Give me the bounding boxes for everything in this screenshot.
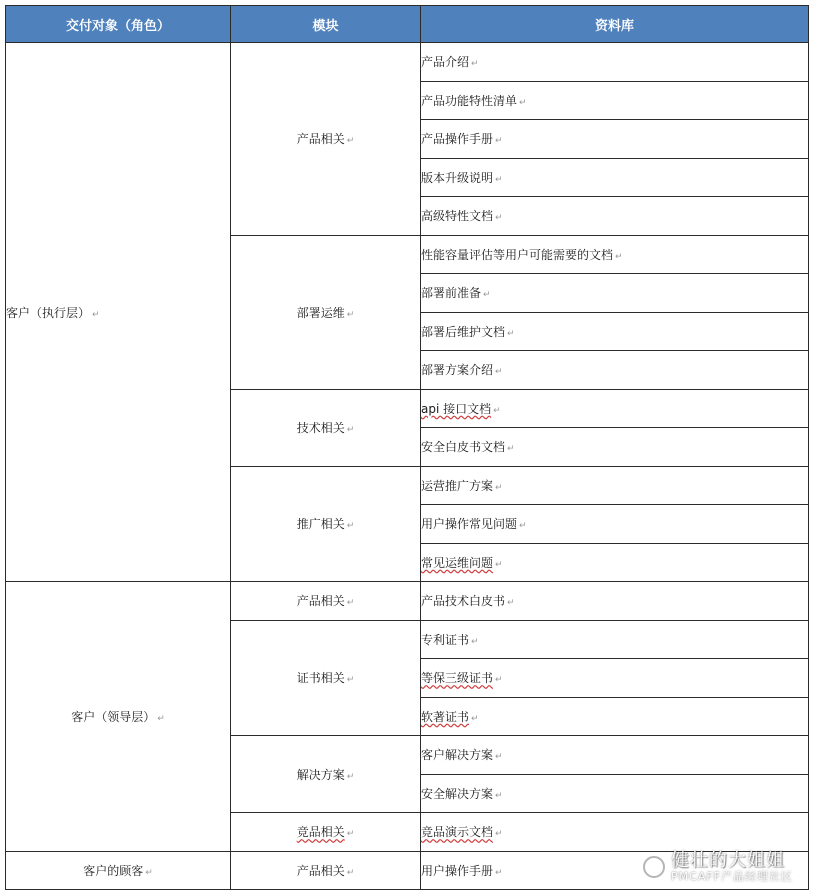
material-cell: 产品功能特性清单 ↵ bbox=[421, 81, 809, 120]
module-label: 产品相关 bbox=[296, 132, 345, 147]
material-label: 产品介绍 bbox=[421, 55, 470, 70]
material-cell: 部署后维护文档 ↵ bbox=[421, 312, 809, 351]
material-label: 部署后维护文档 bbox=[421, 324, 506, 339]
module-cell: 产品相关 ↵ bbox=[231, 851, 421, 890]
material-label: 竞品演示文档 bbox=[421, 825, 494, 840]
module-label: 推广相关 bbox=[296, 517, 345, 532]
material-label: 产品技术白皮书 bbox=[421, 594, 506, 609]
material-label: 常见运维问题 bbox=[421, 555, 494, 570]
material-cell: 常见运维问题 ↵ bbox=[421, 543, 809, 582]
material-label: 性能容量评估等用户可能需要的文档 bbox=[421, 247, 614, 262]
table-row bbox=[6, 582, 809, 621]
module-label: 解决方案 bbox=[296, 767, 345, 782]
module-cell: 产品相关 ↵ bbox=[231, 43, 421, 236]
module-cell: 部署运维 ↵ bbox=[231, 235, 421, 389]
material-cell: 客户解决方案 ↵ bbox=[421, 736, 809, 775]
role-label: 客户（执行层） bbox=[6, 305, 91, 320]
material-cell: 安全解决方案 ↵ bbox=[421, 774, 809, 813]
material-cell: 运营推广方案 ↵ bbox=[421, 466, 809, 505]
module-label: 竞品相关 bbox=[296, 825, 345, 840]
module-cell: 产品相关 ↵ bbox=[231, 582, 421, 621]
material-cell: 等保三级证书 ↵ bbox=[421, 659, 809, 698]
module-cell: 证书相关 ↵ bbox=[231, 620, 421, 736]
role-cell: 客户（执行层） ↵ bbox=[6, 43, 231, 582]
role-cell: 客户（领导层） ↵ bbox=[6, 582, 231, 852]
material-label: 运营推广方案 bbox=[421, 478, 494, 493]
table-header-row bbox=[6, 6, 809, 43]
material-label: 软著证书 bbox=[421, 709, 470, 724]
material-label: 版本升级说明 bbox=[421, 170, 494, 185]
module-label: 技术相关 bbox=[296, 421, 345, 435]
module-label: 部署运维 bbox=[296, 305, 345, 320]
material-cell: api 接口文档 ↵ bbox=[421, 389, 809, 428]
material-cell: 软著证书 ↵ bbox=[421, 697, 809, 736]
watermark-author: 健壮的大姐姐 bbox=[671, 849, 786, 871]
module-cell: 技术相关 ↵ bbox=[231, 389, 421, 466]
material-cell: 版本升级说明 ↵ bbox=[421, 158, 809, 197]
material-label: 安全解决方案 bbox=[421, 786, 494, 801]
module-cell: 解决方案 ↵ bbox=[231, 736, 421, 813]
table-row bbox=[6, 851, 809, 890]
module-label: 证书相关 bbox=[296, 671, 345, 686]
material-cell: 产品操作手册 ↵ bbox=[421, 120, 809, 159]
material-label: 专利证书 bbox=[421, 632, 470, 647]
module-cell: 推广相关 ↵ bbox=[231, 466, 421, 582]
module-label: 产品相关 bbox=[296, 863, 345, 878]
material-label: 用户操作常见问题 bbox=[421, 517, 518, 532]
header-role: 交付对象（角色） bbox=[6, 6, 231, 43]
material-label: 产品操作手册 bbox=[421, 132, 494, 147]
material-label: 用户操作手册 bbox=[421, 863, 494, 878]
material-label: 等保三级证书 bbox=[421, 671, 494, 686]
material-label: 安全白皮书文档 bbox=[421, 440, 506, 455]
material-cell: 部署方案介绍 ↵ bbox=[421, 351, 809, 390]
header-module: 模块 bbox=[231, 6, 421, 43]
material-cell: 高级特性文档 ↵ bbox=[421, 197, 809, 236]
material-label: 高级特性文档 bbox=[421, 209, 494, 224]
material-label: 部署前准备 bbox=[421, 286, 482, 301]
role-label: 客户的顾客 bbox=[83, 863, 144, 878]
material-cell: 用户操作手册 ↵ bbox=[421, 851, 809, 890]
material-cell: 安全白皮书文档 ↵ bbox=[421, 428, 809, 467]
material-cell: 用户操作常见问题 ↵ bbox=[421, 505, 809, 544]
role-cell: 客户的顾客 ↵ bbox=[6, 851, 231, 890]
table-row bbox=[6, 43, 809, 82]
header-library: 资料库 bbox=[421, 6, 809, 43]
material-label: 客户解决方案 bbox=[421, 748, 494, 763]
material-label: 部署方案介绍 bbox=[421, 363, 494, 378]
material-cell: 产品介绍 ↵ bbox=[421, 43, 809, 82]
material-cell: 部署前准备 ↵ bbox=[421, 274, 809, 313]
material-cell: 专利证书 ↵ bbox=[421, 620, 809, 659]
material-cell: 竞品演示文档 ↵ bbox=[421, 813, 809, 852]
material-label: 产品功能特性清单 bbox=[421, 93, 518, 108]
module-cell: 竞品相关 ↵ bbox=[231, 813, 421, 852]
material-cell: 性能容量评估等用户可能需要的文档 ↵ bbox=[421, 235, 809, 274]
material-cell: 产品技术白皮书 ↵ bbox=[421, 582, 809, 621]
deliverables-table bbox=[5, 5, 809, 890]
watermark-site: PMCAFF产品经理社区 bbox=[671, 869, 793, 883]
role-label: 客户（领导层） bbox=[71, 709, 156, 724]
module-label: 产品相关 bbox=[296, 594, 345, 609]
material-label: api 接口文档 bbox=[421, 401, 492, 416]
